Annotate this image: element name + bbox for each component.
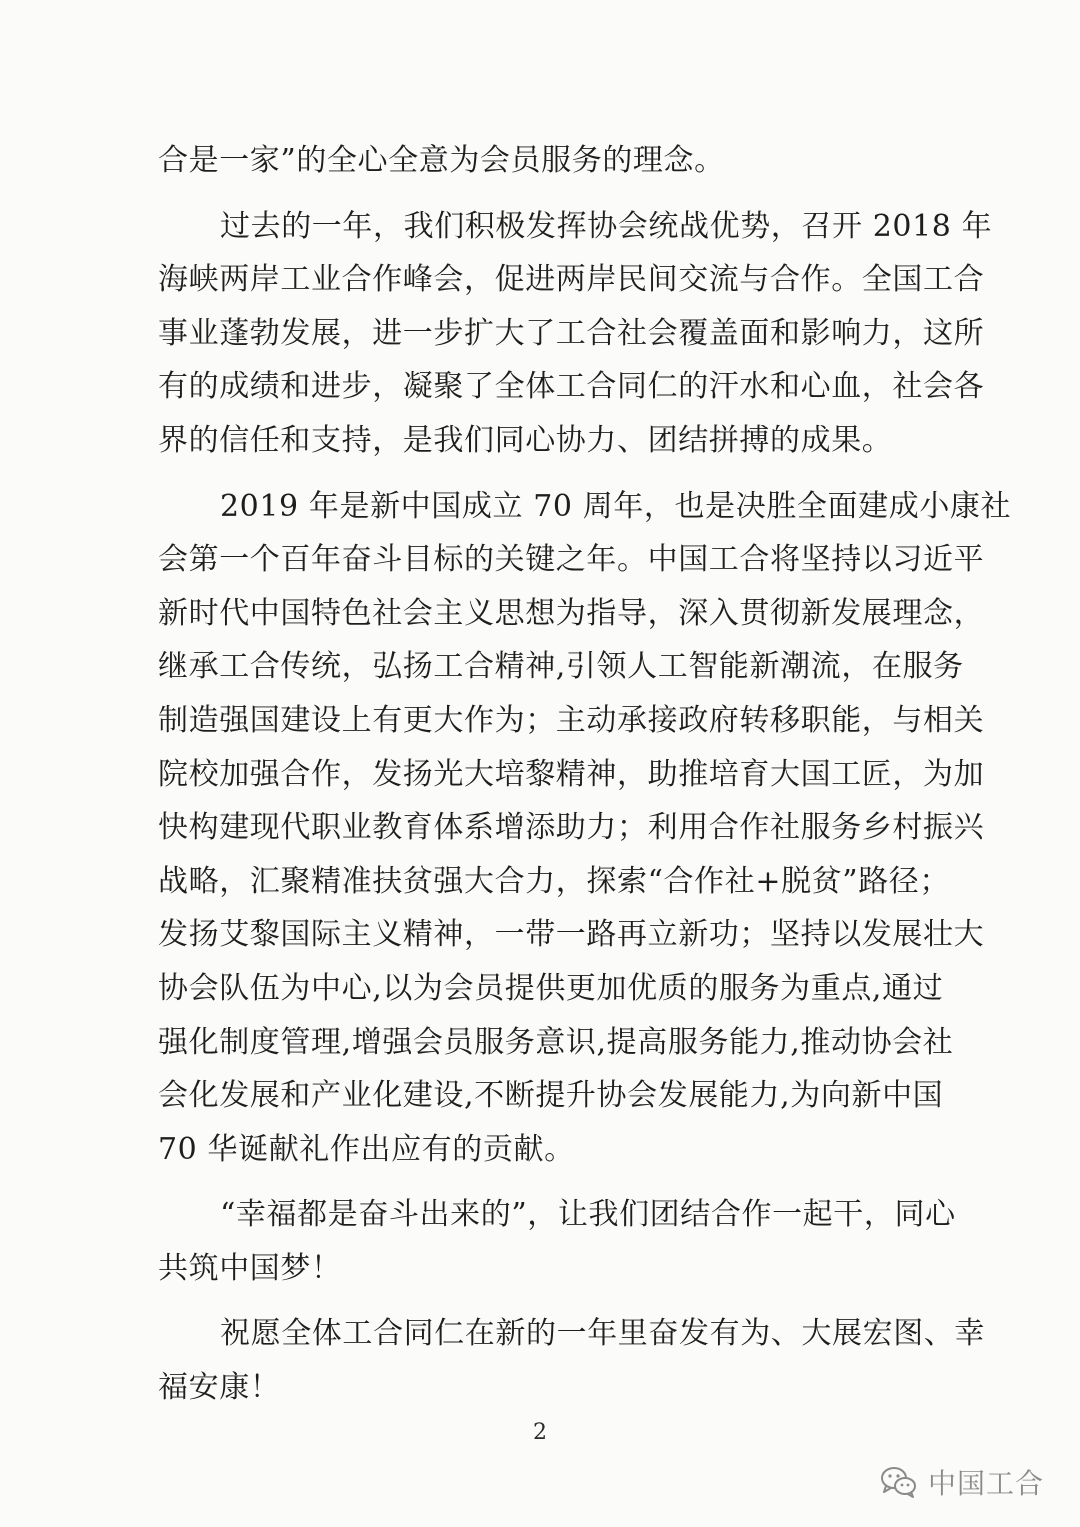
text-line: 院校加强合作，发扬光大培黎精神，助推培育大国工匠，为加 — [158, 756, 985, 792]
text-line: 战略，汇聚精准扶贫强大合力，探索“合作社+脱贫”路径； — [158, 863, 951, 899]
text-line: 70 华诞献礼作出应有的贡献。 — [158, 1131, 575, 1167]
text-line: 祝愿全体工合同仁在新的一年里奋发有为、大展宏图、幸 — [220, 1316, 985, 1352]
text-line: 事业蓬勃发展，进一步扩大了工合社会覆盖面和影响力，这所 — [158, 315, 985, 351]
text-line: 会化发展和产业化建设,不断提升协会发展能力,为向新中国 — [158, 1078, 944, 1114]
text-line: 快构建现代职业教育体系增添助力；利用合作社服务乡村振兴 — [158, 810, 985, 846]
text-line: “幸福都是奋斗出来的”，让我们团结合作一起干，同心 — [220, 1197, 956, 1233]
text-line: 共筑中国梦！ — [158, 1250, 342, 1286]
text-line: 有的成绩和进步，凝聚了全体工合同仁的汗水和心血，社会各 — [158, 369, 985, 405]
text-line: 协会队伍为中心,以为会员提供更加优质的服务为重点,通过 — [158, 970, 944, 1006]
text-line: 强化制度管理,增强会员服务意识,提高服务能力,推动协会社 — [158, 1024, 954, 1060]
text-line: 2019 年是新中国成立 70 周年，也是决胜全面建成小康社 — [220, 488, 1012, 524]
page-number: 2 — [533, 1420, 547, 1445]
text-line: 继承工合传统，弘扬工合精神,引领人工智能新潮流，在服务 — [158, 649, 964, 685]
watermark — [880, 1460, 1044, 1504]
watermark-text: 中国工合 — [927, 1467, 1044, 1500]
text-line: 福安康！ — [158, 1370, 281, 1406]
text-line: 新时代中国特色社会主义思想为指导，深入贯彻新发展理念， — [158, 595, 985, 631]
document-body — [158, 134, 1012, 1415]
text-line: 过去的一年，我们积极发挥协会统战优势，召开 2018 年 — [220, 208, 993, 244]
text-line: 制造强国建设上有更大作为；主动承接政府转移职能，与相关 — [158, 702, 985, 738]
text-line: 合是一家”的全心全意为会员服务的理念。 — [158, 143, 725, 178]
text-line: 发扬艾黎国际主义精神，一带一路再立新功；坚持以发展壮大 — [158, 917, 985, 953]
text-line: 界的信任和支持，是我们同心协力、团结拼搏的成果。 — [158, 422, 893, 458]
text-line: 会第一个百年奋斗目标的关键之年。中国工合将坚持以习近平 — [158, 542, 985, 578]
text-line: 海峡两岸工业合作峰会，促进两岸民间交流与合作。全国工合 — [158, 262, 985, 298]
wechat-icon — [880, 1465, 918, 1499]
